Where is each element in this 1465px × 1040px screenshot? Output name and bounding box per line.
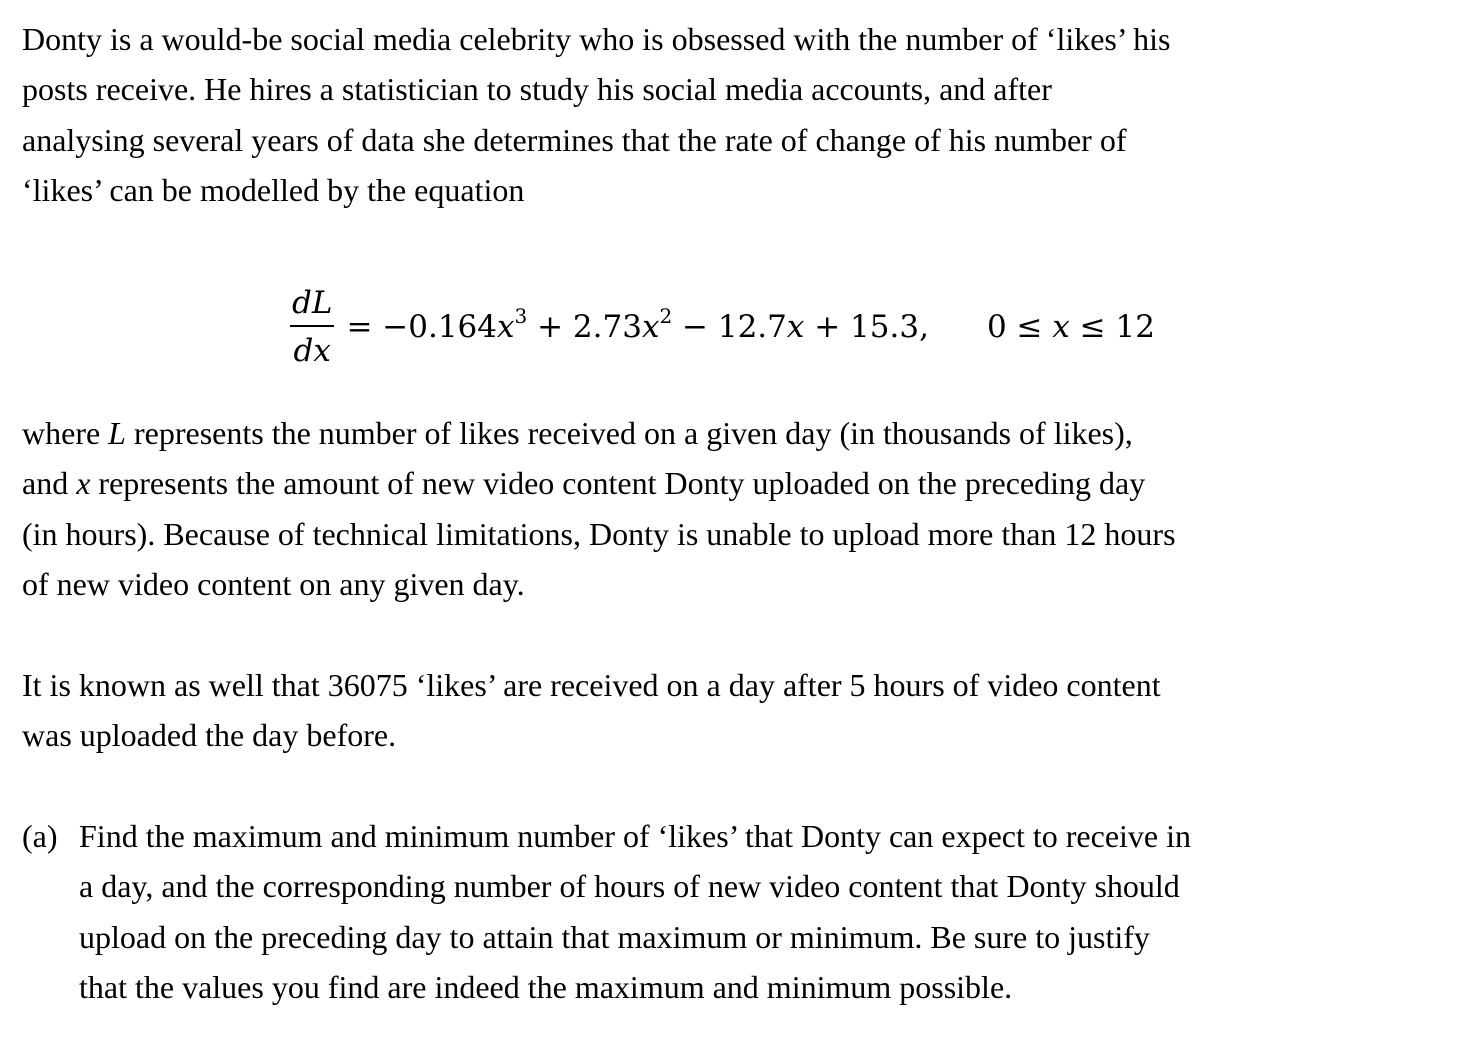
question-a-label: (a) <box>22 818 58 854</box>
term-constant: + 15.3, <box>804 309 929 345</box>
explanation-line <box>22 408 1176 458</box>
text-run: and <box>22 465 77 502</box>
term-cubic-coef: −0.164 <box>382 309 498 345</box>
known-line: was uploaded the day before. <box>22 717 397 754</box>
text-run: where <box>22 415 109 451</box>
intro-line: analysing several years of data she determines that the rate of change of his number of <box>22 121 1127 158</box>
intro-line: Donty is a would-be social media celebrity who is obsessed with the number of ‘likes’ his <box>22 21 1171 57</box>
question-line: that the values you find are indeed the maximum and minimum possible. <box>79 968 1013 1005</box>
term-linear-var: x <box>786 309 805 345</box>
question-line: Find the maximum and minimum number of ‘likes’ that Donty can expect to receive in <box>79 818 1192 854</box>
question-line: upload on the preceding day to attain that maximum or minimum. Be sure to justify <box>79 918 1150 955</box>
question-a-body <box>79 811 1191 1012</box>
domain-right: ≤ 12 <box>1069 309 1155 345</box>
known-line: It is known as well that 36075 ‘likes’ are received on a day after 5 hours of video content <box>22 667 1161 703</box>
fraction-denominator: dx <box>293 333 331 369</box>
term-cubic-exp: 3 <box>514 304 528 328</box>
intro-line: posts receive. He hires a statistician to study his social media accounts, and after <box>22 71 1052 108</box>
explanation-paragraph <box>22 408 1176 609</box>
derivative-fraction <box>290 285 334 369</box>
term-quadratic-var: x <box>641 309 660 345</box>
text-run: represents the amount of new video content Donty uploaded on the preceding day <box>90 465 1146 502</box>
equation-rhs <box>372 304 929 345</box>
intro-paragraph <box>22 14 1171 215</box>
domain-left: 0 ≤ <box>986 309 1053 345</box>
fraction-bar <box>290 325 334 327</box>
fraction-numerator: dL <box>292 285 333 321</box>
differential-equation <box>290 282 1155 372</box>
term-linear-coef: − 12.7 <box>672 309 787 345</box>
equation-domain <box>987 309 1155 345</box>
term-quadratic-coef: + 2.73 <box>527 309 642 345</box>
variable-x: x <box>76 465 91 502</box>
intro-line: ‘likes’ can be modelled by the equation <box>22 171 525 208</box>
variable-l: L <box>108 415 126 451</box>
domain-var: x <box>1052 309 1070 345</box>
explanation-line: (in hours). Because of technical limitations, Donty is unable to upload more than 12 hours <box>22 515 1176 552</box>
explanation-line <box>22 458 1176 508</box>
known-paragraph <box>22 660 1161 761</box>
text-run: represents the number of likes received on a given day (in thousands of likes), <box>125 415 1133 451</box>
term-cubic-var: x <box>497 309 515 345</box>
explanation-line: of new video content on any given day. <box>22 565 525 602</box>
term-quadratic-exp: 2 <box>659 304 673 328</box>
question-line: a day, and the corresponding number of hours of new video content that Donty should <box>79 868 1180 905</box>
equals-sign: = <box>346 309 373 345</box>
